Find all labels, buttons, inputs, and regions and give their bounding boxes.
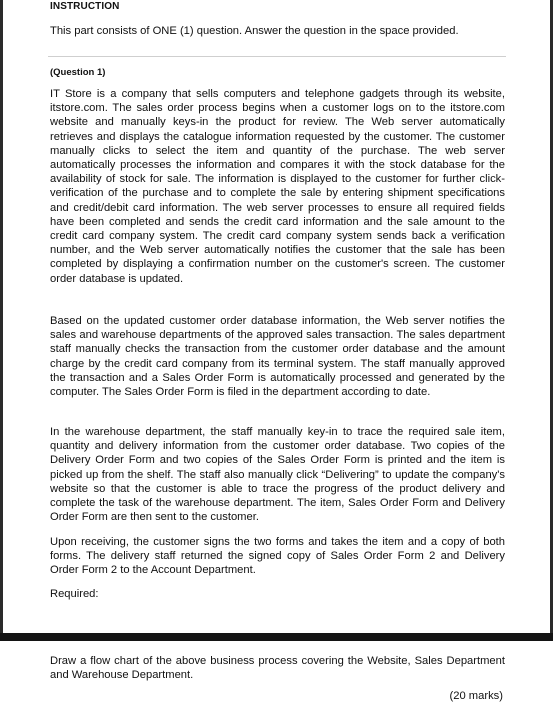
question-label: (Question 1) xyxy=(50,67,106,78)
instruction-text: This part consists of ONE (1) question. Answer the question in the space provided. xyxy=(50,25,459,37)
page-break-band xyxy=(0,633,553,641)
left-page-edge xyxy=(0,0,3,633)
question-paragraph: Based on the updated customer order database information, the Web server notifies the sales and warehouse departments of the approved sales transaction. The sales department staff manually checks the transaction from the customer order database and the amount charge by the credit card company from its terminal system. The staff manually approved the transaction and a Sales Order Form is automatically processed and generated by the computer. The Sales Order Form is filed in the department according to date. xyxy=(50,315,505,399)
horizontal-rule xyxy=(48,56,506,57)
section-heading: INSTRUCTION xyxy=(50,1,120,12)
required-label: Required: xyxy=(50,588,99,600)
marks-label: (20 marks) xyxy=(449,690,503,702)
question-paragraph: IT Store is a company that sells computers and telephone gadgets through its website, itstore.com. The sales order process begins when a customer logs on to the itstore.com website and manually keys-in the product for review. The Web server automatically retrieves and displays the catalogue information requested by the customer. The customer manually clicks to select the item and quantity of the purchase. The web server automatically processes the information and compares it with the stock database for the availability of stock for sale. The information is displayed to the customer for further click-verification of the purchase and to complete the sale by entering shipment specifications and credit/debit card information. The web server processes to ensure all required fields have been completed and sends the credit card information and the sale amount to the credit card company system. The credit card company system sends back a verification number, and the Web server automatically notifies the customer that the sale has been completed by displaying a confirmation number on the customer's screen. The customer order database is updated. xyxy=(50,88,505,285)
question-paragraph: Upon receiving, the customer signs the two forms and takes the item and a copy of both forms. The delivery staff returned the signed copy of Sales Order Form 2 and Delivery Order Form 2 to the Account Department. xyxy=(50,536,505,577)
question-paragraph: In the warehouse department, the staff manually key-in to trace the required sale item, quantity and delivery information from the customer order database. Two copies of the Delivery Order Form and two copies of the Sales Order Form is printed and the item is picked up from the shelf. The staff also manually click “Delivering” to update the company's website so that the customer is able to trace the progress of the product delivery and complete the task of the warehouse department. The item, Sales Order Form and Delivery Order Form are then sent to the customer. xyxy=(50,426,505,524)
task-text: Draw a flow chart of the above business process covering the Website, Sales Department and Warehouse Department. xyxy=(50,655,505,682)
